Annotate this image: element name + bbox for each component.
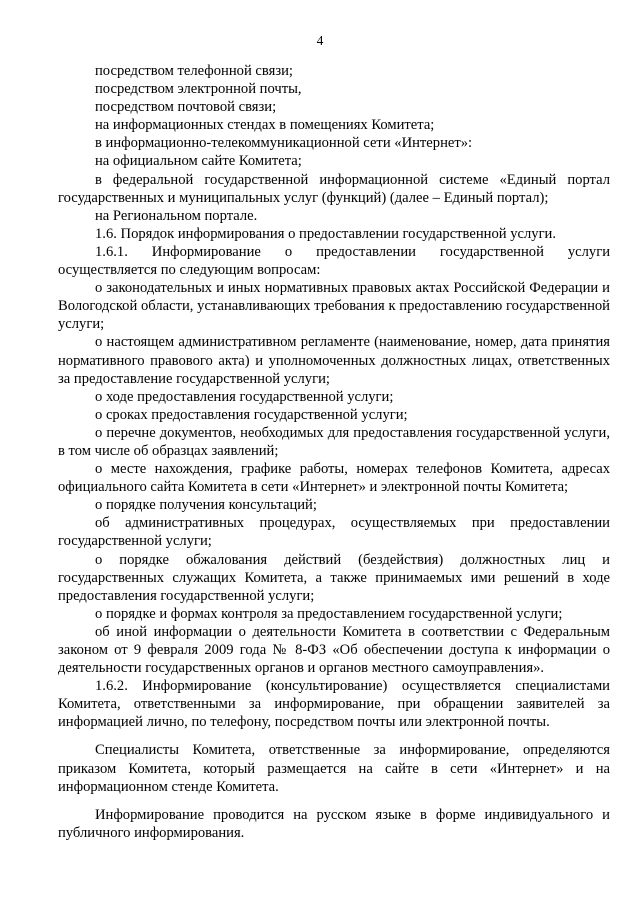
paragraph: о сроках предоставления государственной услуги; [95,406,408,423]
paragraph: об административных процедурах, осуществляемых при предоставлении государственной услуги; [58,515,610,550]
paragraph: о порядке и формах контроля за предоставлением государственной услуги; [95,605,563,622]
paragraph: Информирование проводится на русском языке в форме индивидуального и публичного информирования. [58,806,610,841]
paragraph: о порядке получения консультаций; [95,497,317,514]
paragraph: о месте нахождения, графике работы, номерах телефонов Комитета, адресах официального сайта Комитета в сети «Интернет» и электронной почты Комитета; [58,461,610,496]
paragraph: на официальном сайте Комитета; [95,153,302,170]
paragraph: в информационно-телекоммуникационной сети «Интернет»: [95,135,473,152]
paragraph: посредством почтовой связи; [95,99,277,116]
paragraph: посредством телефонной связи; [95,63,293,79]
document-body [58,62,610,842]
paragraph: 1.6. Порядок информирования о предоставлении государственной услуги. [95,225,557,242]
paragraph: Специалисты Комитета, ответственные за информирование, определяются приказом Комитета, который размещается на сайте в сети «Интернет» и на информационном стенде Комитета. [58,742,610,795]
paragraph: о ходе предоставления государственной услуги; [95,388,394,405]
paragraph: о порядке обжалования действий (бездействия) должностных лиц и государственных служащих Комитета, а также принимаемых ими решений в ходе предоставления государственной услуги; [58,551,610,604]
paragraph: о законодательных и иных нормативных правовых актах Российской Федерации и Вологодской области, устанавливающих требования к предоставлению государственной услуги; [58,280,610,333]
paragraph: 1.6.2. Информирование (консультирование) осуществляется специалистами Комитета, ответственными за информирование, при обращении заявителей за информацией лично, по телефону, посредством почты или электронной почты. [58,678,610,731]
paragraph: посредством электронной почты, [95,81,302,98]
page-number: 4 [316,33,324,48]
paragraph: об иной информации о деятельности Комитета в соответствии с Федеральным законом от 9 февраля 2009 года № 8-ФЗ «Об обеспечении доступа к информации о деятельности государственных органов и органов местного самоуправления». [58,623,610,677]
paragraph: о настоящем административном регламенте (наименование, номер, дата принятия нормативного правового акта) и уполномоченных должностных лицах, ответственных за предоставление государственной услуги; [58,334,610,387]
paragraph: в федеральной государственной информационной системе «Единый портал государственных и муниципальных услуг (функций) (далее – Единый портал); [58,171,610,206]
paragraph: на Региональном портале. [95,207,258,224]
paragraph: о перечне документов, необходимых для предоставления государственной услуги, в том числе об образцах заявлений; [58,424,610,459]
paragraph: на информационных стендах в помещениях Комитета; [95,117,435,134]
paragraph: 1.6.1. Информирование о предоставлении государственной услуги осуществляется по следующим вопросам: [58,243,610,279]
